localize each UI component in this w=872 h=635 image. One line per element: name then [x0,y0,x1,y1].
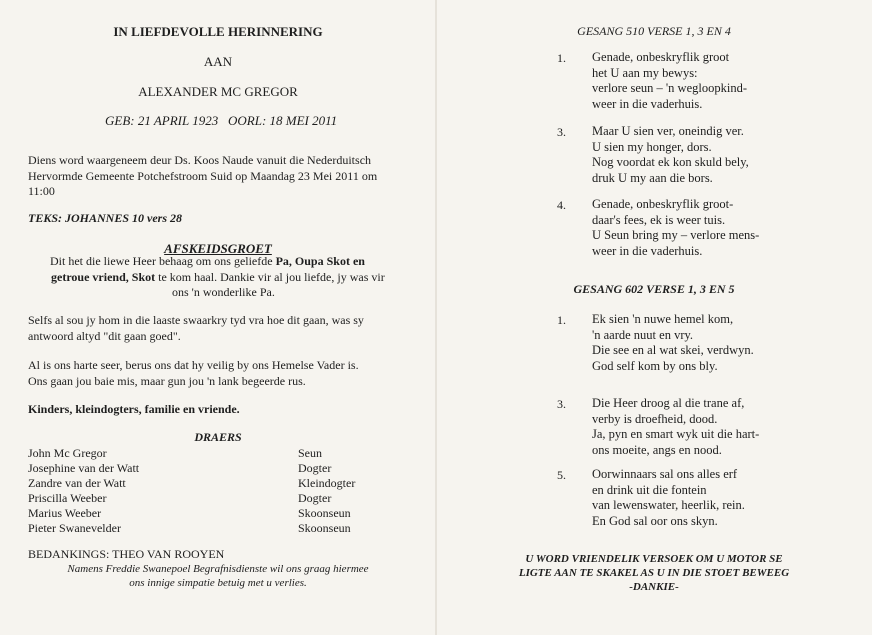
aan-text: AAN [203,54,233,69]
verse-line: Nog voordat ek kon skuld bely, [592,155,749,169]
pallbearer-name: Priscilla Weeber [28,491,107,505]
hymn-510-title: GESANG 510 VERSE 1, 3 EN 4 [577,24,731,38]
verse-line: Maar U sien ver, oneindig ver. [592,124,744,138]
paragraph-line: Selfs al sou jy hom in die laaste swaarkry tyd vra hoe dit gaan, was sy [28,313,364,327]
farewell-title: AFSKEIDSGROET [164,241,272,256]
pallbearer-role: Skoonseun [298,506,351,520]
deceased-name: ALEXANDER MC GREGOR [138,84,298,99]
service-line: 11:00 [28,184,55,198]
verse-number: 3. [557,125,566,139]
farewell-bold: Pa, Oupa Skot en [275,254,365,268]
pallbearer-role: Skoonseun [298,521,351,535]
birth-death-dates: GEB: 21 APRIL 1923 OORL: 18 MEI 2011 [105,113,338,128]
service-line: Diens word waargeneem deur Ds. Koos Naude vanuit die Nederduitsch [28,153,372,167]
pallbearer-role: Dogter [298,461,332,475]
hymn-verse [592,467,745,529]
pallbearer-name: John Mc Gregor [28,446,107,460]
notice-line: -DANKIE- [629,581,679,593]
verse-line: God self kom by ons bly. [592,358,718,373]
verse-line: 'n aarde nuut en vry. [592,327,694,342]
verse-number: 5. [557,468,566,482]
paragraph-line: Al is ons harte seer, berus ons dat hy veilig by ons Hemelse Vader is. [28,358,359,372]
pallbearer-name: Josephine van der Watt [28,461,140,475]
pallbearer-name: Marius Weeber [28,506,102,520]
verse-line: het U aan my bewys: [592,65,698,80]
verse-line: Die Heer droog al die trane af, [592,396,745,410]
verse-line: En God sal oor ons skyn. [592,513,718,528]
note-line: ons innige simpatie betuig met u verlies. [129,577,307,589]
pallbearer-name: Pieter Swanevelder [28,521,121,535]
verse-line: druk U my aan die bors. [592,170,713,185]
acknowledgements-title: BEDANKINGS: THEO VAN ROOYEN [28,547,225,561]
farewell-bold: getroue vriend, Skot [51,269,156,284]
paragraph-three [28,358,359,389]
right-page [436,0,872,635]
verse-line: en drink uit die fontein [592,482,707,497]
farewell-text: ons 'n wonderlike Pa. [172,285,275,299]
paragraph-two [28,313,364,344]
verse-line: Genade, onbeskryflik groot [592,50,730,64]
verse-number: 1. [557,51,566,65]
notice-line: LIGTE AAN TE SKAKEL AS U IN DIE STOET BEWEEG [518,567,790,579]
hymn-verse [592,124,749,186]
verse-line: Genade, onbeskryflik groot- [592,197,734,211]
memorial-heading: IN LIEFDEVOLLE HERINNERING [113,24,323,39]
service-line: Hervormde Gemeente Potchefstroom Suid op Maandag 23 Mei 2011 om [28,168,378,183]
verse-line: verlore seun – 'n wegloopkind- [592,81,747,95]
note-line: Namens Freddie Swanepoel Begrafnisdienste wil ons graag hiermee [67,563,369,575]
verse-line: daar's fees, ek is weer tuis. [592,212,726,227]
farewell-paragraph [50,254,385,301]
hymn-602-title: GESANG 602 VERSE 1, 3 EN 5 [573,282,735,296]
hymn-verse [592,312,754,374]
paragraph-line: Ons gaan jou baie mis, maar gun jou 'n lank begeerde rus. [28,373,306,388]
hymn-verse [592,396,759,458]
hymn-verse [592,197,759,259]
pallbearers-title: DRAERS [194,430,242,444]
farewell-text: Dit het die liewe Heer behaag om ons geliefde [50,254,276,268]
verse-number: 4. [557,198,566,212]
hymn-verse [592,50,747,112]
verse-line: weer in die vaderhuis. [592,96,703,111]
notice-line: U WORD VRIENDELIK VERSOEK OM U MOTOR SE [525,553,783,565]
farewell-text: te kom haal. Dankie vir al jou liefde, jy was vir [155,269,385,284]
verse-number: 3. [557,397,566,411]
verse-line: Die see en al wat skei, verdwyn. [592,343,754,357]
verse-line: ons moeite, angs en nood. [592,442,722,457]
pallbearer-role: Seun [298,446,322,460]
acknowledgements-note [0,562,436,590]
verse-line: U Seun bring my – verlore mens- [592,228,760,242]
verse-number: 1. [557,313,566,327]
verse-line: van lewenswater, heerlik, rein. [592,498,745,512]
verse-line: verby is droefheid, dood. [592,411,718,426]
verse-line: Oorwinnaars sal ons alles erf [592,467,738,481]
service-details [28,153,377,200]
sermon-text: TEKS: JOHANNES 10 vers 28 [28,211,183,225]
verse-line: Ja, pyn en smart wyk uit die hart- [592,427,760,441]
pallbearer-name: Zandre van der Watt [28,476,126,490]
pallbearer-role: Kleindogter [298,476,356,490]
verse-line: U sien my honger, dors. [592,139,712,154]
procession-notice [436,552,872,594]
family-line: Kinders, kleindogters, familie en vriende. [28,402,240,416]
paragraph-line: antwoord altyd "dit gaan goed". [28,328,181,343]
pallbearer-role: Dogter [298,491,332,505]
verse-line: Ek sien 'n nuwe hemel kom, [592,312,734,326]
verse-line: weer in die vaderhuis. [592,243,703,258]
